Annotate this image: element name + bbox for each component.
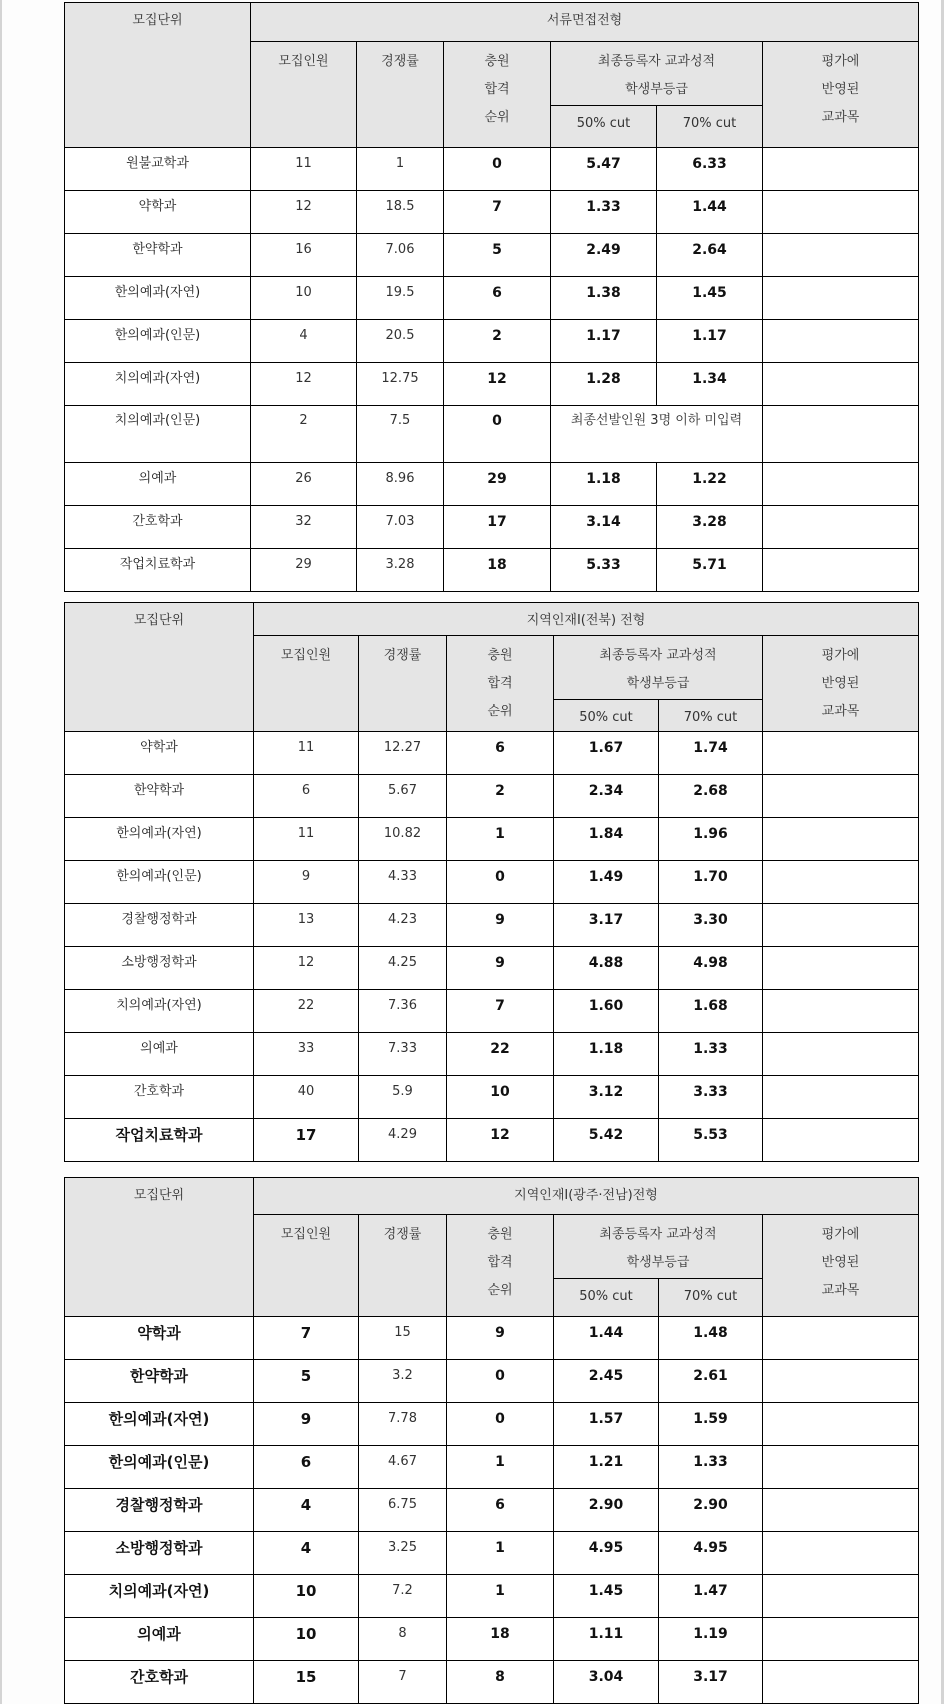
- table-row: [65, 148, 919, 191]
- cell-competition: 7.36: [359, 990, 447, 1033]
- cell-cut50: 2.90: [554, 1489, 659, 1532]
- cell-unit: 한의예과(인문): [65, 861, 254, 904]
- cell-rank: 17: [444, 506, 551, 549]
- cell-cut70: 1.74: [659, 732, 763, 775]
- cell-competition: 12.27: [359, 732, 447, 775]
- cell-cut50: 4.88: [554, 947, 659, 990]
- cell-subjects: [763, 463, 919, 506]
- admission-table-document-interview: [64, 2, 919, 592]
- cell-cut70: 1.34: [657, 363, 763, 406]
- cell-subjects: [763, 1119, 919, 1162]
- cell-subjects: [763, 990, 919, 1033]
- cell-cut50: 1.49: [554, 861, 659, 904]
- cell-cut50: 3.04: [554, 1661, 659, 1704]
- cell-competition: 8: [359, 1618, 447, 1661]
- cell-recruit: 12: [251, 363, 357, 406]
- cell-cut50: 3.12: [554, 1076, 659, 1119]
- cell-recruit: 4: [254, 1532, 359, 1575]
- table-row: [65, 818, 919, 861]
- cell-cut70: 1.33: [659, 1033, 763, 1076]
- cell-competition: 3.25: [359, 1532, 447, 1575]
- cell-cut70: 1.59: [659, 1403, 763, 1446]
- cell-subjects: [763, 818, 919, 861]
- cell-rank: 0: [447, 1360, 554, 1403]
- cell-rank: 29: [444, 463, 551, 506]
- cell-cut70: 5.71: [657, 549, 763, 592]
- header-track-title: 서류면접전형: [251, 3, 919, 42]
- table-row: [65, 990, 919, 1033]
- header-recruit: 모집인원: [254, 1215, 359, 1317]
- cell-unit: 소방행정학과: [65, 947, 254, 990]
- admission-table-regional-jeonbuk: [64, 602, 919, 1162]
- cell-cut70: 4.98: [659, 947, 763, 990]
- cell-cut70: 3.17: [659, 1661, 763, 1704]
- cell-subjects: [763, 1532, 919, 1575]
- admission-table-regional-gwangju-jeonnam: [64, 1177, 919, 1704]
- cell-competition: 6.75: [359, 1489, 447, 1532]
- cell-unit: 약학과: [65, 732, 254, 775]
- table-row: [65, 406, 919, 463]
- cell-cut50: 1.84: [554, 818, 659, 861]
- table-row: [65, 1618, 919, 1661]
- table-row: [65, 506, 919, 549]
- cell-rank: 0: [447, 1403, 554, 1446]
- cell-unit: 한의예과(자연): [65, 277, 251, 320]
- cell-recruit: 32: [251, 506, 357, 549]
- header-track-title: 지역인재Ⅰ(광주·전남)전형: [254, 1178, 919, 1215]
- cell-unit: 경찰행정학과: [65, 904, 254, 947]
- cell-rank: 12: [444, 363, 551, 406]
- cell-rank: 1: [447, 1532, 554, 1575]
- header-grade-title: 최종등록자 교과성적 학생부등급: [551, 42, 763, 106]
- cell-subjects: [763, 1403, 919, 1446]
- cell-rank: 18: [447, 1618, 554, 1661]
- cell-unit: 작업치료학과: [65, 549, 251, 592]
- cell-subjects: [763, 732, 919, 775]
- cell-unit: 치의예과(자연): [65, 363, 251, 406]
- cell-competition: 7.33: [359, 1033, 447, 1076]
- cell-unit: 치의예과(자연): [65, 990, 254, 1033]
- cell-cut70: 2.64: [657, 234, 763, 277]
- cell-recruit: 6: [254, 1446, 359, 1489]
- cell-cut50: 1.57: [554, 1403, 659, 1446]
- cell-subjects: [763, 1076, 919, 1119]
- cell-unit: 치의예과(인문): [65, 406, 251, 463]
- cell-unit: 한약학과: [65, 234, 251, 277]
- cell-subjects: [763, 506, 919, 549]
- cell-competition: 10.82: [359, 818, 447, 861]
- cell-cut50: 1.33: [551, 191, 657, 234]
- table-row: [65, 1119, 919, 1162]
- cell-cut70: 5.53: [659, 1119, 763, 1162]
- cell-competition: 20.5: [357, 320, 444, 363]
- cell-unit: 소방행정학과: [65, 1532, 254, 1575]
- header-recruit: 모집인원: [251, 42, 357, 148]
- cell-cut70: 3.28: [657, 506, 763, 549]
- table-row: [65, 1446, 919, 1489]
- cell-cut50: 5.42: [554, 1119, 659, 1162]
- cell-subjects: [763, 1317, 919, 1360]
- cell-cut70: 3.30: [659, 904, 763, 947]
- cell-rank: 0: [447, 861, 554, 904]
- table-row: [65, 320, 919, 363]
- cell-unit: 간호학과: [65, 506, 251, 549]
- table-row: [65, 1360, 919, 1403]
- cell-competition: 1: [357, 148, 444, 191]
- cell-rank: 9: [447, 904, 554, 947]
- cell-rank: 5: [444, 234, 551, 277]
- cell-recruit: 17: [254, 1119, 359, 1162]
- cell-unit: 간호학과: [65, 1661, 254, 1704]
- cell-recruit: 11: [254, 732, 359, 775]
- cell-note-not-entered: 최종선발인원 3명 이하 미입력: [551, 406, 763, 463]
- header-additional-rank: 충원 합격 순위: [444, 42, 551, 148]
- cell-recruit: 22: [254, 990, 359, 1033]
- cell-cut50: 1.60: [554, 990, 659, 1033]
- cell-rank: 22: [447, 1033, 554, 1076]
- header-cut70: 70% cut: [659, 1279, 763, 1317]
- cell-competition: 4.29: [359, 1119, 447, 1162]
- table-row: [65, 732, 919, 775]
- table-row: [65, 775, 919, 818]
- cell-cut50: 1.17: [551, 320, 657, 363]
- cell-competition: 7.78: [359, 1403, 447, 1446]
- cell-rank: 6: [447, 732, 554, 775]
- cell-rank: 10: [447, 1076, 554, 1119]
- cell-cut70: 3.33: [659, 1076, 763, 1119]
- cell-unit: 한의예과(자연): [65, 818, 254, 861]
- cell-cut70: 1.19: [659, 1618, 763, 1661]
- cell-rank: 9: [447, 947, 554, 990]
- cell-recruit: 16: [251, 234, 357, 277]
- cell-cut50: 3.14: [551, 506, 657, 549]
- table-row: [65, 1661, 919, 1704]
- header-competition: 경쟁률: [357, 42, 444, 148]
- cell-rank: 18: [444, 549, 551, 592]
- table-row: [65, 1575, 919, 1618]
- cell-unit: 경찰행정학과: [65, 1489, 254, 1532]
- cell-unit: 약학과: [65, 191, 251, 234]
- cell-subjects: [763, 1575, 919, 1618]
- cell-cut70: 1.33: [659, 1446, 763, 1489]
- cell-cut50: 1.11: [554, 1618, 659, 1661]
- cell-competition: 7.06: [357, 234, 444, 277]
- cell-recruit: 9: [254, 1403, 359, 1446]
- header-subjects: 평가에 반영된 교과목: [763, 636, 919, 732]
- page-left-border: [0, 0, 2, 1704]
- cell-cut70: 1.17: [657, 320, 763, 363]
- cell-unit: 원불교학과: [65, 148, 251, 191]
- header-grade-title: 최종등록자 교과성적 학생부등급: [554, 636, 763, 700]
- cell-rank: 1: [447, 1575, 554, 1618]
- cell-recruit: 12: [254, 947, 359, 990]
- cell-rank: 1: [447, 1446, 554, 1489]
- cell-cut50: 4.95: [554, 1532, 659, 1575]
- cell-cut70: 1.45: [657, 277, 763, 320]
- header-cut70: 70% cut: [659, 700, 763, 732]
- cell-competition: 4.25: [359, 947, 447, 990]
- cell-unit: 작업치료학과: [65, 1119, 254, 1162]
- cell-recruit: 7: [254, 1317, 359, 1360]
- header-subjects: 평가에 반영된 교과목: [763, 1215, 919, 1317]
- cell-subjects: [763, 277, 919, 320]
- cell-cut50: 1.45: [554, 1575, 659, 1618]
- cell-competition: 18.5: [357, 191, 444, 234]
- cell-recruit: 5: [254, 1360, 359, 1403]
- cell-subjects: [763, 1618, 919, 1661]
- cell-competition: 15: [359, 1317, 447, 1360]
- cell-cut70: 2.61: [659, 1360, 763, 1403]
- cell-cut70: 1.44: [657, 191, 763, 234]
- cell-competition: 3.28: [357, 549, 444, 592]
- table-row: [65, 234, 919, 277]
- cell-subjects: [763, 947, 919, 990]
- cell-recruit: 15: [254, 1661, 359, 1704]
- cell-unit: 한약학과: [65, 775, 254, 818]
- cell-cut70: 1.70: [659, 861, 763, 904]
- cell-recruit: 26: [251, 463, 357, 506]
- header-unit: 모집단위: [65, 603, 254, 732]
- header-unit: 모집단위: [65, 3, 251, 148]
- cell-rank: 0: [444, 148, 551, 191]
- cell-unit: 한의예과(인문): [65, 320, 251, 363]
- cell-subjects: [763, 1661, 919, 1704]
- cell-subjects: [763, 904, 919, 947]
- cell-recruit: 11: [251, 148, 357, 191]
- table-row: [65, 1317, 919, 1360]
- cell-recruit: 4: [254, 1489, 359, 1532]
- cell-rank: 7: [444, 191, 551, 234]
- header-additional-rank: 충원 합격 순위: [447, 636, 554, 732]
- header-competition: 경쟁률: [359, 636, 447, 732]
- table-row: [65, 363, 919, 406]
- cell-cut70: 2.90: [659, 1489, 763, 1532]
- cell-subjects: [763, 148, 919, 191]
- cell-recruit: 10: [251, 277, 357, 320]
- cell-cut70: 1.22: [657, 463, 763, 506]
- cell-cut50: 2.45: [554, 1360, 659, 1403]
- header-cut70: 70% cut: [657, 106, 763, 148]
- header-recruit: 모집인원: [254, 636, 359, 732]
- cell-unit: 의예과: [65, 1618, 254, 1661]
- cell-competition: 4.33: [359, 861, 447, 904]
- cell-competition: 4.23: [359, 904, 447, 947]
- cell-subjects: [763, 1360, 919, 1403]
- cell-recruit: 33: [254, 1033, 359, 1076]
- header-cut50: 50% cut: [554, 1279, 659, 1317]
- cell-unit: 치의예과(자연): [65, 1575, 254, 1618]
- cell-unit: 약학과: [65, 1317, 254, 1360]
- cell-cut70: 2.68: [659, 775, 763, 818]
- cell-competition: 5.9: [359, 1076, 447, 1119]
- cell-recruit: 40: [254, 1076, 359, 1119]
- cell-subjects: [763, 191, 919, 234]
- header-unit: 모집단위: [65, 1178, 254, 1317]
- cell-subjects: [763, 861, 919, 904]
- cell-competition: 7.2: [359, 1575, 447, 1618]
- cell-cut50: 1.18: [554, 1033, 659, 1076]
- cell-cut50: 1.28: [551, 363, 657, 406]
- cell-subjects: [763, 320, 919, 363]
- cell-cut50: 2.49: [551, 234, 657, 277]
- cell-unit: 의예과: [65, 1033, 254, 1076]
- cell-cut50: 1.18: [551, 463, 657, 506]
- cell-unit: 간호학과: [65, 1076, 254, 1119]
- cell-cut50: 1.44: [554, 1317, 659, 1360]
- cell-competition: 8.96: [357, 463, 444, 506]
- cell-subjects: [763, 1033, 919, 1076]
- cell-cut50: 2.34: [554, 775, 659, 818]
- cell-recruit: 13: [254, 904, 359, 947]
- cell-subjects: [763, 1446, 919, 1489]
- cell-recruit: 10: [254, 1618, 359, 1661]
- cell-subjects: [763, 363, 919, 406]
- cell-subjects: [763, 549, 919, 592]
- table-row: [65, 861, 919, 904]
- cell-recruit: 6: [254, 775, 359, 818]
- cell-unit: 한의예과(인문): [65, 1446, 254, 1489]
- table-row: [65, 1403, 919, 1446]
- header-competition: 경쟁률: [359, 1215, 447, 1317]
- cell-cut70: 6.33: [657, 148, 763, 191]
- cell-recruit: 4: [251, 320, 357, 363]
- cell-cut50: 5.33: [551, 549, 657, 592]
- cell-cut50: 3.17: [554, 904, 659, 947]
- cell-rank: 6: [447, 1489, 554, 1532]
- cell-subjects: [763, 234, 919, 277]
- header-cut50: 50% cut: [551, 106, 657, 148]
- table-row: [65, 549, 919, 592]
- cell-recruit: 10: [254, 1575, 359, 1618]
- cell-cut50: 1.38: [551, 277, 657, 320]
- cell-rank: 9: [447, 1317, 554, 1360]
- cell-competition: 12.75: [357, 363, 444, 406]
- header-track-title: 지역인재Ⅰ(전북) 전형: [254, 603, 919, 636]
- cell-cut70: 1.68: [659, 990, 763, 1033]
- cell-rank: 12: [447, 1119, 554, 1162]
- cell-competition: 7: [359, 1661, 447, 1704]
- table-row: [65, 1076, 919, 1119]
- cell-rank: 8: [447, 1661, 554, 1704]
- table-row: [65, 191, 919, 234]
- cell-competition: 19.5: [357, 277, 444, 320]
- cell-recruit: 12: [251, 191, 357, 234]
- cell-cut70: 1.47: [659, 1575, 763, 1618]
- table-row: [65, 277, 919, 320]
- cell-rank: 2: [447, 775, 554, 818]
- cell-competition: 7.03: [357, 506, 444, 549]
- cell-competition: 3.2: [359, 1360, 447, 1403]
- cell-rank: 2: [444, 320, 551, 363]
- cell-competition: 5.67: [359, 775, 447, 818]
- cell-cut50: 1.67: [554, 732, 659, 775]
- cell-rank: 6: [444, 277, 551, 320]
- cell-recruit: 11: [254, 818, 359, 861]
- cell-recruit: 2: [251, 406, 357, 463]
- cell-unit: 한의예과(자연): [65, 1403, 254, 1446]
- cell-cut50: 5.47: [551, 148, 657, 191]
- header-subjects: 평가에 반영된 교과목: [763, 42, 919, 148]
- header-additional-rank: 충원 합격 순위: [447, 1215, 554, 1317]
- cell-subjects: [763, 406, 919, 463]
- cell-subjects: [763, 1489, 919, 1532]
- cell-cut70: 1.96: [659, 818, 763, 861]
- cell-rank: 0: [444, 406, 551, 463]
- cell-cut50: 1.21: [554, 1446, 659, 1489]
- table-row: [65, 1033, 919, 1076]
- cell-rank: 7: [447, 990, 554, 1033]
- table-row: [65, 1532, 919, 1575]
- table-row: [65, 1489, 919, 1532]
- cell-competition: 4.67: [359, 1446, 447, 1489]
- header-cut50: 50% cut: [554, 700, 659, 732]
- cell-competition: 7.5: [357, 406, 444, 463]
- cell-unit: 한약학과: [65, 1360, 254, 1403]
- cell-subjects: [763, 775, 919, 818]
- cell-recruit: 9: [254, 861, 359, 904]
- cell-cut70: 1.48: [659, 1317, 763, 1360]
- cell-unit: 의예과: [65, 463, 251, 506]
- header-grade-title: 최종등록자 교과성적 학생부등급: [554, 1215, 763, 1279]
- cell-recruit: 29: [251, 549, 357, 592]
- table-row: [65, 463, 919, 506]
- table-row: [65, 904, 919, 947]
- cell-cut70: 4.95: [659, 1532, 763, 1575]
- cell-rank: 1: [447, 818, 554, 861]
- table-row: [65, 947, 919, 990]
